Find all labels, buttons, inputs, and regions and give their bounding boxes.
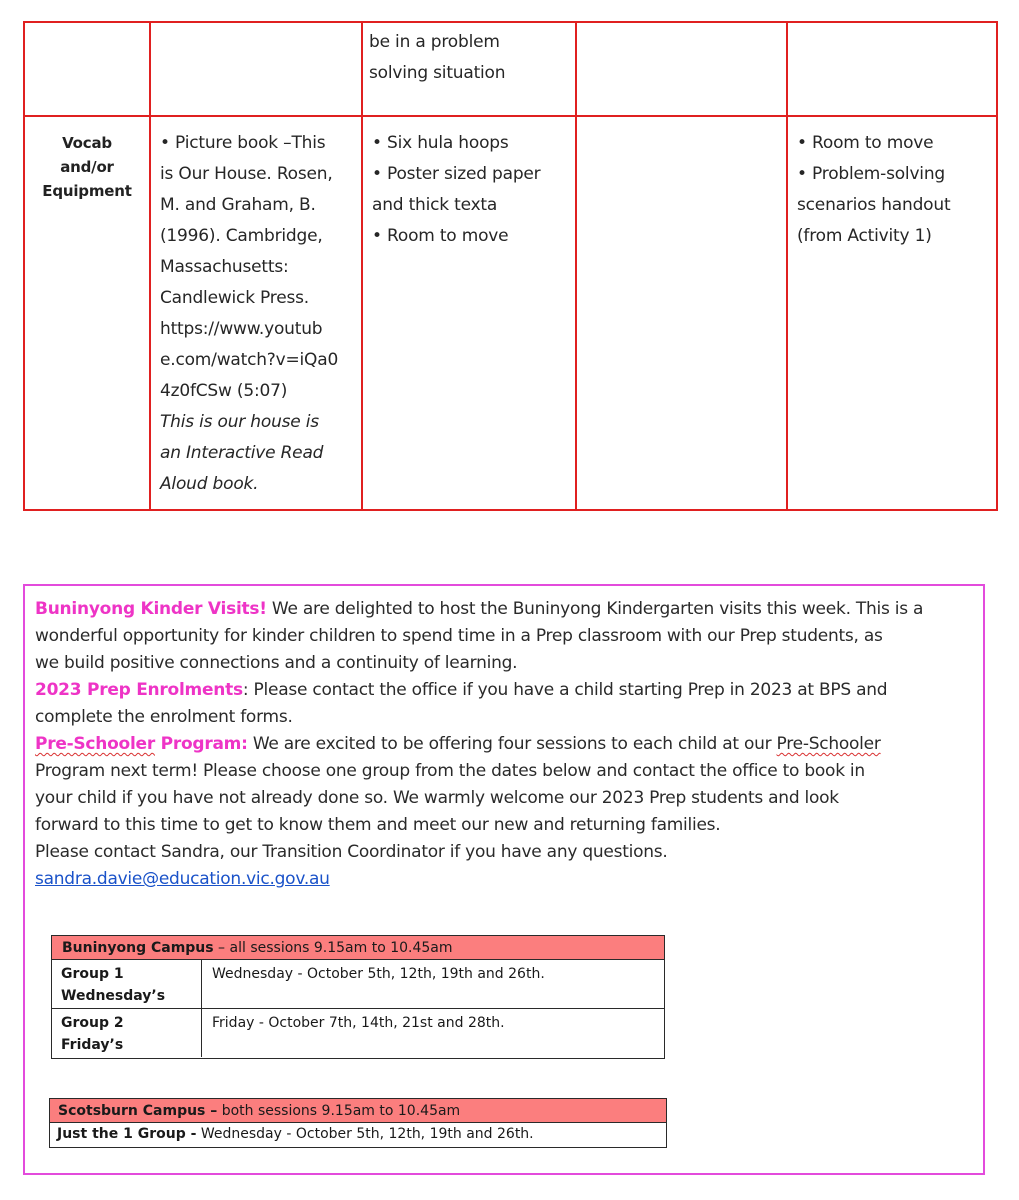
text-line: scenarios handout [797, 195, 951, 215]
group-day: Wednesday’s [61, 988, 166, 1004]
row-label-line: and/or [60, 158, 114, 176]
text-line: • Poster sized paper [372, 164, 541, 184]
buninyong-schedule-table [51, 935, 665, 1059]
text-span: We are delighted to host the Buninyong Kindergarten visits this week. This is a [266, 599, 924, 619]
group-name: Group 1 [61, 966, 124, 982]
group-label [52, 960, 202, 1008]
table-cell [361, 117, 575, 509]
spellcheck-word: Pre-Schooler [776, 734, 881, 754]
italic-line: Aloud book. [160, 474, 259, 494]
text-line: • Picture book –This [160, 133, 326, 153]
url-line: https://www.youtub [160, 319, 323, 339]
text-line: and thick texta [372, 195, 498, 215]
text-span: We are excited to be offering four sessions to each child at our [247, 734, 777, 754]
group-day: Friday’s [61, 1037, 124, 1053]
table-cell [149, 23, 361, 115]
text-line: M. and Graham, B. [160, 195, 316, 215]
session-times: – all sessions 9.15am to 10.45am [213, 940, 453, 956]
cell-text [363, 23, 575, 89]
notice-body [35, 596, 980, 893]
text-line: • Problem-solving [797, 164, 945, 184]
equipment-list [788, 117, 996, 252]
row-label-line: Equipment [42, 182, 132, 200]
table-cell [25, 23, 149, 115]
text-line: solving situation [369, 63, 506, 83]
group-name: Group 2 [61, 1015, 124, 1031]
text-line [35, 677, 980, 704]
schedule-header [52, 936, 664, 960]
group-dates: Wednesday - October 5th, 12th, 19th and 26th. [212, 966, 545, 982]
table-cell [575, 117, 786, 509]
text-line [35, 731, 980, 758]
email-link[interactable]: sandra.davie@education.vic.gov.au [35, 869, 330, 889]
italic-line: This is our house is [160, 412, 319, 432]
table-cell [786, 117, 996, 509]
spellcheck-word: Pre-Schooler [35, 734, 155, 754]
url-line: e.com/watch?v=iQa0 [160, 350, 339, 370]
scotsburn-schedule-table [49, 1098, 667, 1148]
row-label-cell [25, 117, 149, 509]
resource-list [151, 117, 361, 500]
text-line: Massachusetts: [160, 257, 289, 277]
text-line [35, 596, 980, 623]
group-label [52, 1009, 202, 1057]
campus-name: Buninyong Campus [62, 940, 214, 956]
equipment-list [363, 117, 575, 252]
text-line: wonderful opportunity for kinder children to spend time in a Prep classroom with our Prep students, as [35, 626, 883, 646]
text-line: • Room to move [372, 226, 509, 246]
schedule-row [52, 1009, 664, 1057]
text-line: be in a problem [369, 32, 500, 52]
row-label-line: Vocab [62, 134, 112, 152]
lesson-plan-table [23, 21, 998, 511]
schedule-row [50, 1123, 666, 1145]
text-line: • Room to move [797, 133, 934, 153]
schedule-row [52, 960, 664, 1009]
text-line: • Six hula hoops [372, 133, 509, 153]
table-row [25, 23, 996, 117]
text-line: your child if you have not already done so. We warmly welcome our 2023 Prep students and look [35, 788, 839, 808]
text-line: Candlewick Press. [160, 288, 310, 308]
pre-schooler-heading [35, 734, 248, 754]
schedule-header [50, 1099, 666, 1123]
row-label [25, 117, 149, 203]
transition-notice-box [23, 584, 985, 1175]
session-times: both sessions 9.15am to 10.45am [217, 1103, 461, 1119]
prep-enrolments-heading: 2023 Prep Enrolments [35, 680, 243, 700]
text-line: Program next term! Please choose one group from the dates below and contact the office to book in [35, 761, 865, 781]
text-line: forward to this time to get to know them and meet our new and returning families. [35, 815, 721, 835]
group-dates: Friday - October 7th, 14th, 21st and 28th. [212, 1015, 505, 1031]
campus-name: Scotsburn Campus – [58, 1103, 218, 1119]
text-line: we build positive connections and a continuity of learning. [35, 653, 518, 673]
text-span: Program: [154, 734, 248, 754]
text-line: is Our House. Rosen, [160, 164, 333, 184]
table-cell [149, 117, 361, 509]
text-line: (1996). Cambridge, [160, 226, 323, 246]
url-line: 4z0fCSw (5:07) [160, 381, 288, 401]
italic-line: an Interactive Read [160, 443, 324, 463]
table-cell [786, 23, 996, 115]
table-cell [575, 23, 786, 115]
text-line: complete the enrolment forms. [35, 707, 293, 727]
table-row [25, 117, 996, 509]
group-name: Just the 1 Group - [57, 1126, 197, 1142]
kinder-visits-heading: Buninyong Kinder Visits! [35, 599, 267, 619]
table-cell [361, 23, 575, 115]
text-span: : Please contact the office if you have a child starting Prep in 2023 at BPS and [242, 680, 888, 700]
text-line: (from Activity 1) [797, 226, 932, 246]
group-dates: Wednesday - October 5th, 12th, 19th and 26th. [196, 1126, 534, 1142]
text-line: Please contact Sandra, our Transition Coordinator if you have any questions. [35, 842, 668, 862]
